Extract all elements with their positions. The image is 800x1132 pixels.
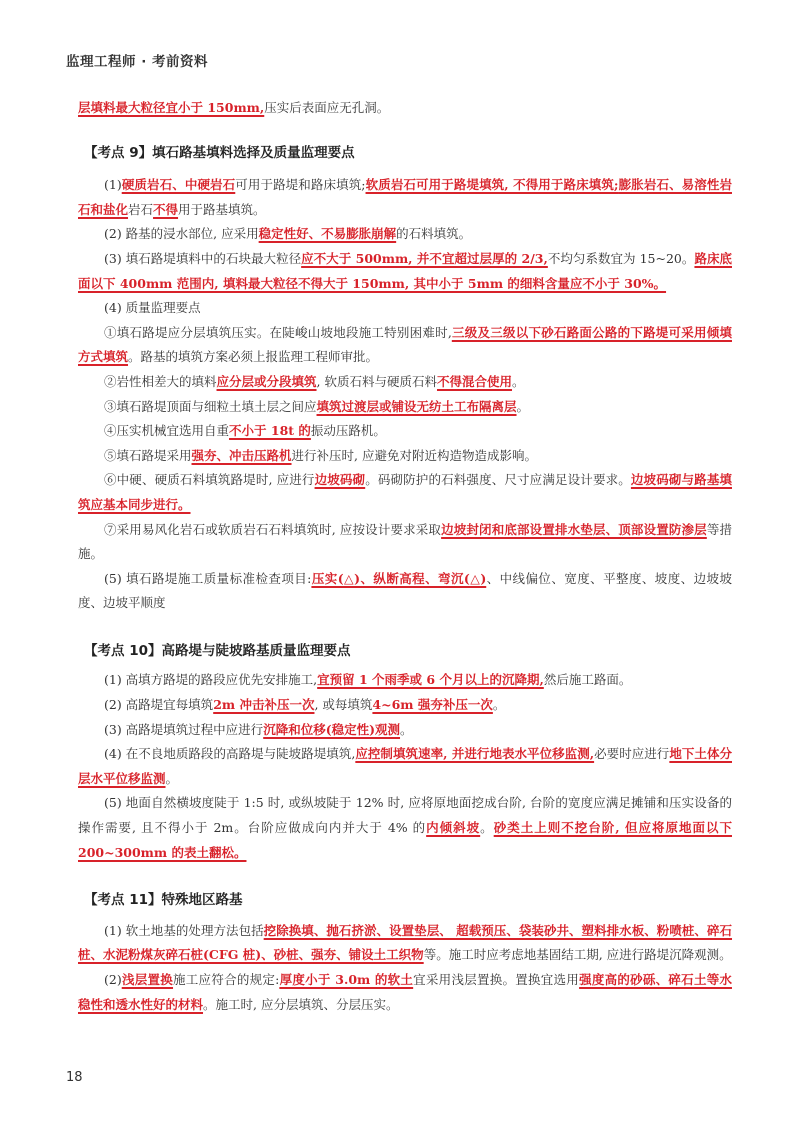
paragraph-10-4: (4) 在不良地质路段的高路堤与陡坡路堤填筑,应控制填筑速率, 并进行地表水平位移监测,必要时应进行地下土体分层水平位移监测。: [78, 746, 732, 786]
section-heading-11: 【考点 11】特殊地区路基: [84, 892, 243, 909]
list-item-9-6: ⑥中硬、硬质石料填筑路堤时, 应进行边坡码砌。码砌防护的石料强度、尺寸应满足设计要求。边坡码砌与路基填筑应基本同步进行。: [78, 472, 732, 512]
section-heading-9: 【考点 9】填石路基填料选择及质量监理要点: [84, 144, 355, 161]
paragraph-11-1: (1) 软土地基的处理方法包括挖除换填、抛石挤淤、设置垫层、 超载预压、袋装砂井、塑料排水板、粉喷桩、碎石桩、水泥粉煤灰碎石桩(CFG 桩)、砂桩、强夯、铺设土工织物等。施工时应考虑地基固结工期, 应进行路堤沉降观测。: [78, 922, 733, 963]
paragraph-10-1: (1) 高填方路堤的路段应优先安排施工,宜预留 1 个雨季或 6 个月以上的沉降期,然后施工路面。: [104, 672, 632, 688]
list-item-9-1: ①填石路堤应分层填筑压实。在陡峻山坡地段施工特别困难时,三级及三级以下砂石路面公路的下路堤可采用倾填方式填筑。路基的填筑方案必须上报监理工程师审批。: [78, 324, 732, 365]
paragraph-9-3: (3) 填石路堤填料中的石块最大粒径应不大于 500mm, 并不宜超过层厚的 2/3,不均匀系数宜为 15~20。路床底面以下 400mm 范围内, 填料最大粒径不得大于 150mm, 其中小于 5mm 的细料含量应不小于 30%。: [78, 250, 732, 291]
list-item-9-4: ④压实机械宜选用自重不小于 18t 的振动压路机。: [104, 423, 386, 439]
paragraph-9-5: (5) 填石路堤施工质量标准检查项目:压实(△)、纵断高程、弯沉(△)、中线偏位、宽度、平整度、坡度、边坡坡度、边坡平顺度: [78, 570, 732, 611]
paragraph-9-1: (1)硬质岩石、中硬岩石可用于路堤和路床填筑;软质岩石可用于路堤填筑, 不得用于路床填筑;膨胀岩石、易溶性岩石和盐化岩石不得用于路基填筑。: [78, 177, 732, 217]
section-heading-10: 【考点 10】高路堤与陡坡路基质量监理要点: [84, 642, 351, 659]
continued-paragraph: 层填料最大粒径宜小于 150mm,压实后表面应无孔洞。: [78, 100, 390, 115]
paragraph-10-2: (2) 高路堤宜每填筑2m 冲击补压一次, 或每填筑4~6m 强夯补压一次。: [104, 697, 506, 713]
list-item-9-7: ⑦采用易风化岩石或软质岩石石料填筑时, 应按设计要求采取边坡封闭和底部设置排水垫层、顶部设置防渗层等措施。: [78, 521, 732, 562]
list-item-9-2: ②岩性相差大的填料应分层或分段填筑, 软质石料与硬质石料不得混合使用。: [104, 373, 525, 389]
paragraph-10-3: (3) 高路堤填筑过程中应进行沉降和位移(稳定性)观测。: [104, 721, 413, 737]
page-number: 18: [66, 1070, 83, 1085]
document-body: [78, 96, 732, 1017]
paragraph-10-5: (5) 地面自然横坡度陡于 1:5 时, 或纵坡陡于 12% 时, 应将原地面挖成台阶, 台阶的宽度应满足摊铺和压实设备的操作需要, 且不得小于 2m。台阶应做成向内并大于 4% 的内倾斜坡。砂类土上则不挖台阶, 但应将原地面以下 200~300mm 的表土翻松。: [78, 795, 732, 860]
paragraph-9-4: (4) 质量监理要点: [104, 300, 201, 316]
paragraph-9-2: (2) 路基的浸水部位, 应采用稳定性好、不易膨胀崩解的石料填筑。: [104, 226, 472, 242]
paragraph-11-2: (2)浅层置换施工应符合的规定:厚度小于 3.0m 的软土宜采用浅层置换。置换宜选用强度高的砂砾、碎石土等水稳性和透水性好的材料。施工时, 应分层填筑、分层压实。: [78, 972, 732, 1012]
list-item-9-3: ③填石路堤顶面与细粒土填土层之间应填筑过渡层或铺设无纺土工布隔离层。: [104, 398, 530, 414]
list-item-9-5: ⑤填石路堤采用强夯、冲击压路机进行补压时, 应避免对附近构造物造成影响。: [104, 447, 537, 463]
running-header: 监理工程师 · 考前资料: [66, 54, 209, 70]
